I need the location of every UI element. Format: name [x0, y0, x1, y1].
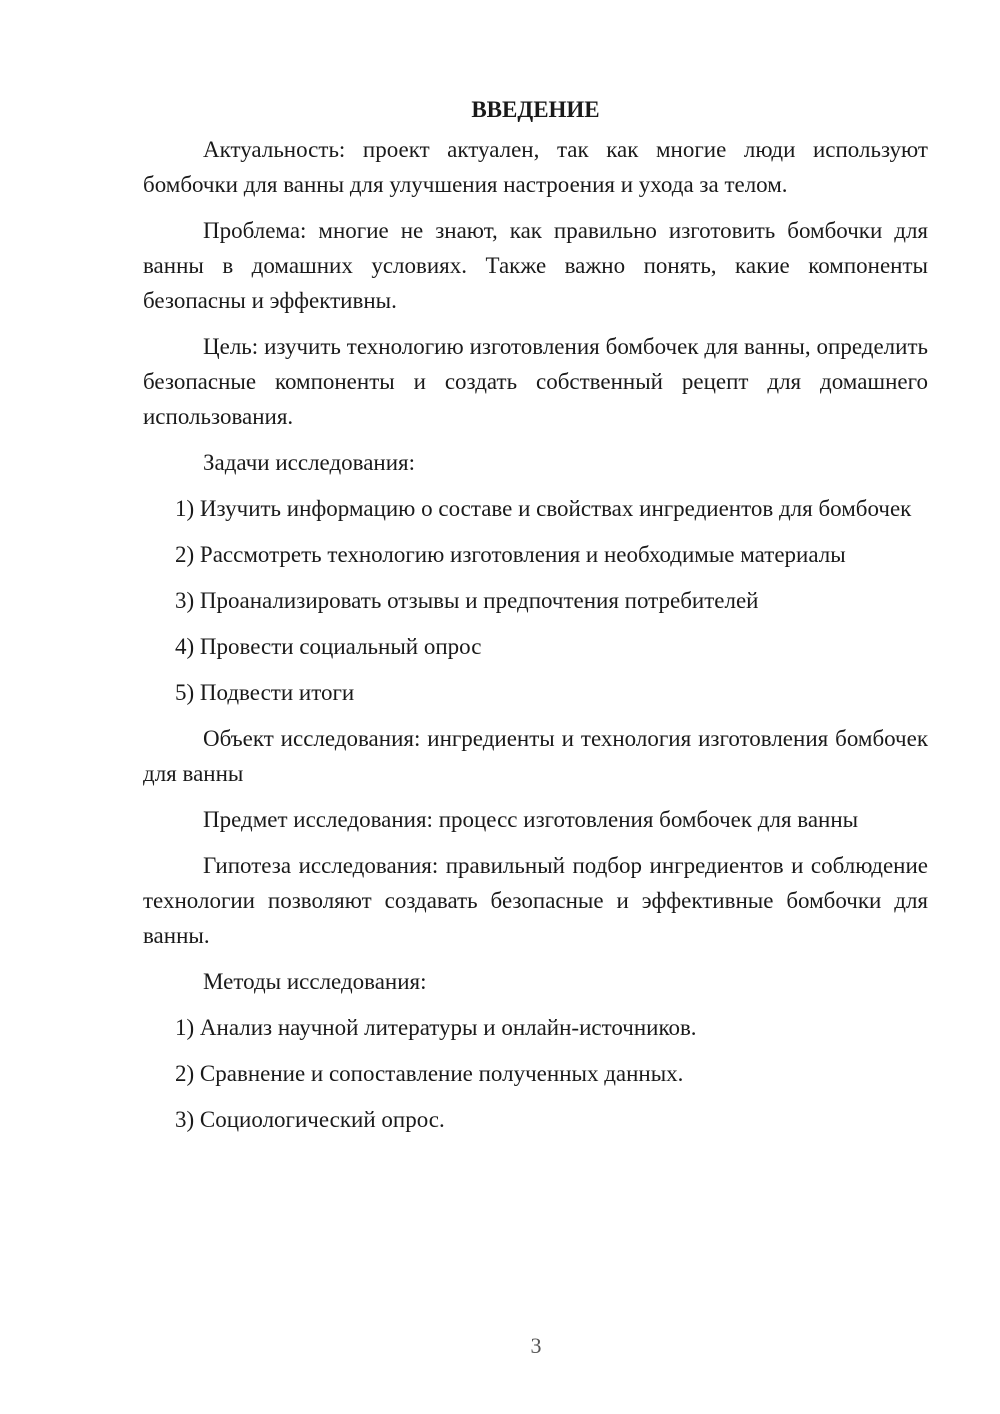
problem-paragraph: Проблема: многие не знают, как правильно изготовить бомбочки для ванны в домашних условиях. Также важно понять, какие компоненты безопасны и эффективны. — [143, 218, 928, 313]
relevance-paragraph: Актуальность: проект актуален, так как многие люди используют бомбочки для ванны для улучшения настроения и ухода за телом. — [143, 137, 928, 197]
task-item: 2) Рассмотреть технологию изготовления и необходимые материалы — [175, 542, 846, 567]
tasks-list — [143, 491, 928, 710]
task-item: 3) Проанализировать отзывы и предпочтения потребителей — [175, 588, 759, 613]
page-title: ВВЕДЕНИЕ — [471, 97, 600, 122]
page-number: 3 — [530, 1333, 542, 1358]
document-page — [143, 92, 928, 1148]
tasks-heading: Задачи исследования: — [203, 450, 416, 475]
hypothesis-paragraph: Гипотеза исследования: правильный подбор ингредиентов и соблюдение технологии позволяют создавать безопасные и эффективные бомбочки для ванны. — [143, 853, 928, 948]
subject-paragraph: Предмет исследования: процесс изготовления бомбочек для ванны — [203, 807, 859, 832]
task-item: 4) Провести социальный опрос — [175, 634, 482, 659]
methods-heading: Методы исследования: — [203, 969, 427, 994]
methods-list — [143, 1010, 928, 1137]
method-item: 3) Социологический опрос. — [175, 1107, 445, 1132]
task-item: 5) Подвести итоги — [175, 680, 355, 705]
object-paragraph: Объект исследования: ингредиенты и технология изготовления бомбочек для ванны — [143, 726, 928, 786]
method-item: 1) Анализ научной литературы и онлайн-источников. — [175, 1015, 697, 1040]
goal-paragraph: Цель: изучить технологию изготовления бомбочек для ванны, определить безопасные компоненты и создать собственный рецепт для домашнего использования. — [143, 334, 928, 429]
task-item: 1) Изучить информацию о составе и свойствах ингредиентов для бомбочек — [175, 496, 912, 521]
method-item: 2) Сравнение и сопоставление полученных данных. — [175, 1061, 684, 1086]
